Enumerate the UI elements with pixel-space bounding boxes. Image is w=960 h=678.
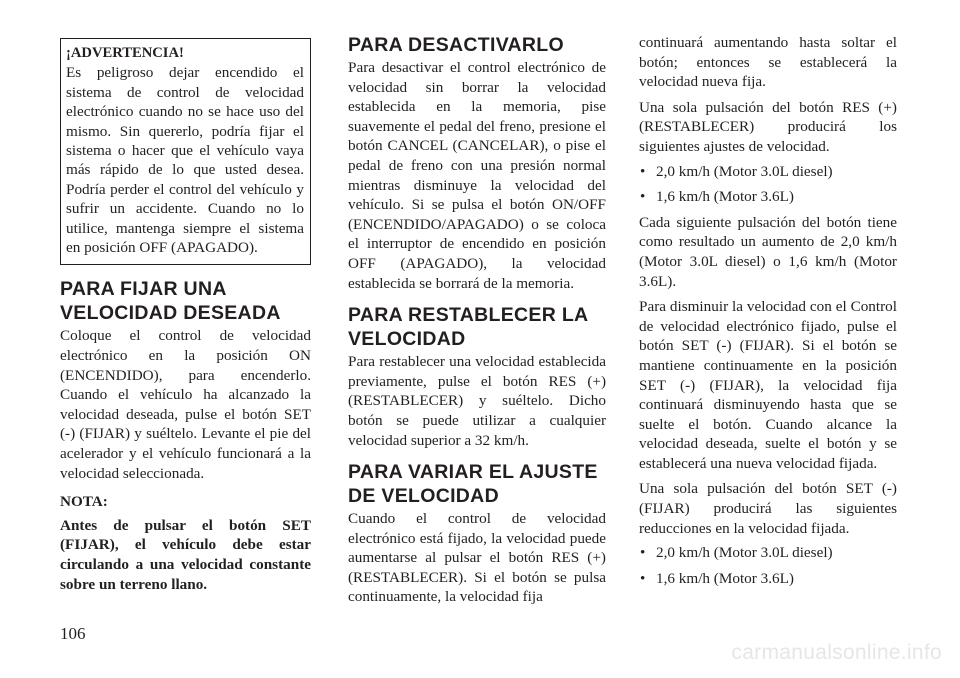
- bullet-list: [639, 162, 897, 207]
- list-item: • 1,6 km/h (Motor 3.6L): [639, 569, 897, 589]
- list-item: • 2,0 km/h (Motor 3.0L diesel): [639, 162, 897, 182]
- paragraph: Una sola pulsación del botón RES (+) (RESTABLECER) producirá los siguientes ajustes de velocidad.: [639, 98, 897, 155]
- page-number: 106: [60, 624, 86, 643]
- section-heading-deactivate: PARA DESACTIVARLO: [348, 34, 564, 56]
- note-title: NOTA:: [60, 493, 108, 511]
- paragraph: Para restablecer una velocidad establecida previamente, pulse el botón RES (+) (RESTABLECER) y suéltelo. Dicho botón se puede utilizar a cualquier velocidad superior a 32 km/h.: [348, 353, 606, 449]
- paragraph: Cada siguiente pulsación del botón tiene como resultado un aumento de 2,0 km/h (Motor 3.0L diesel) o 1,6 km/h (Motor 3.6L).: [639, 213, 897, 290]
- left-column: [60, 38, 311, 594]
- paragraph: Para disminuir la velocidad con el Control de velocidad electrónico fijado, pulse el botón SET (-) (FIJAR). Si el botón se mantiene continuamente en la posición SET (-) (FIJAR), la velocidad fija continuará disminuyendo hasta que se suelte el botón. Cuando alcance la velocidad deseada, suelte el botón y se establecerá una nueva velocidad fijada.: [639, 298, 897, 472]
- paragraph: Para desactivar el control electrónico de velocidad sin borrar la velocidad establecida en la memoria, pise suavemente el pedal del freno, presione el botón CANCEL (CANCELAR), o pise el pedal de freno con una presión normal mientras disminuye la velocidad del vehículo. Si se pulsa el botón ON/OFF (ENCENDIDO/APAGADO) o se coloca el interruptor de encendido en posición OFF (APAGADO), la velocidad establecida se borrará de la memoria.: [348, 59, 606, 292]
- watermark: carmanualsonline.info: [731, 641, 942, 664]
- note-text: Antes de pulsar el botón SET (FIJAR), el vehículo debe estar circulando a una velocidad constante sobre un terreno llano.: [60, 516, 311, 593]
- list-item: • 1,6 km/h (Motor 3.6L): [639, 187, 897, 207]
- warning-title: ¡ADVERTENCIA!: [66, 45, 184, 61]
- paragraph: Coloque el control de velocidad electrónico en la posición ON (ENCENDIDO), para encenderlo. Cuando el vehículo ha alcanzado la velocidad deseada, pulse el botón SET (-) (FIJAR) y suéltelo. Levante el pie del acelerador y el vehículo funcionará a la velocidad seleccionada.: [60, 327, 311, 482]
- section-heading-vary-speed: PARA VARIAR EL AJUSTE DE VELOCIDAD: [348, 461, 598, 508]
- bullet-list: [639, 543, 897, 588]
- warning-text: Es peligroso dejar encendido el sistema de control de velocidad electrónico cuando no se hace uso del mismo. Sin quererlo, podría fijar el sistema o hacer que el vehículo vaya más rápido de lo que usted desea. Podría perder el control del vehículo y sufrir un accidente. Cuando no lo utilice, mantenga siempre el sistema en posición OFF (APAGADO).: [66, 64, 304, 257]
- paragraph: continuará aumentando hasta soltar el botón; entonces se establecerá la velocidad nueva fija.: [639, 34, 897, 91]
- section-heading-set-speed: PARA FIJAR UNA VELOCIDAD DESEADA: [60, 278, 281, 325]
- paragraph: Una sola pulsación del botón SET (-) (FIJAR) producirá las siguientes reducciones en la velocidad fijada.: [639, 480, 897, 537]
- paragraph: Cuando el control de velocidad electrónico está fijado, la velocidad puede aumentarse al pulsar el botón RES (+) (RESTABLECER). Si el botón se pulsa continuamente, la velocidad fija: [348, 510, 606, 606]
- section-heading-resume-speed: PARA RESTABLECER LA VELOCIDAD: [348, 304, 588, 351]
- warning-box: [60, 38, 311, 265]
- right-column: [639, 33, 897, 594]
- middle-column: [348, 33, 606, 607]
- list-item: • 2,0 km/h (Motor 3.0L diesel): [639, 543, 897, 563]
